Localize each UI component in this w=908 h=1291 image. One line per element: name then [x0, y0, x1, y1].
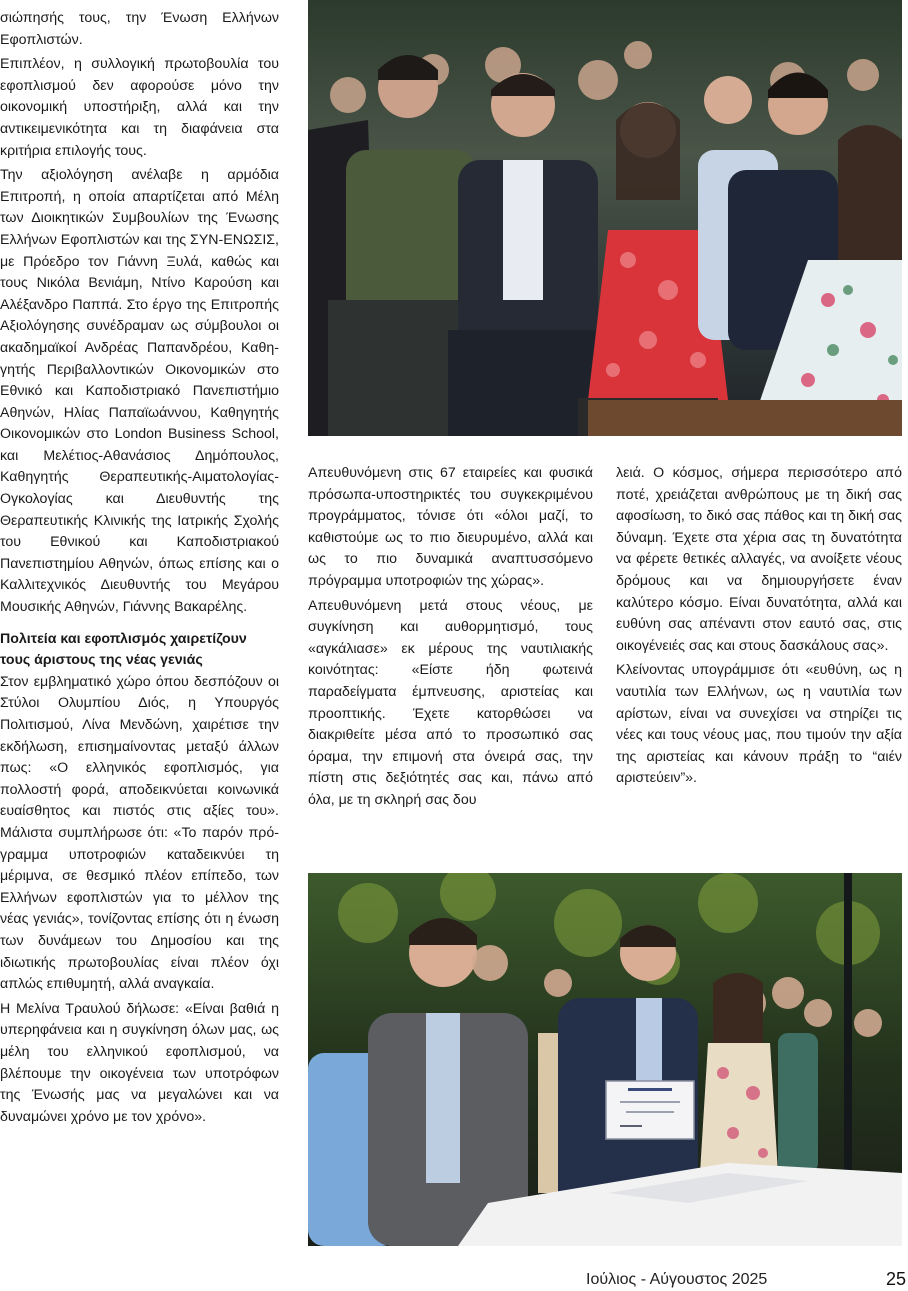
- paragraph: λειά. Ο κόσμος, σήμερα περισσότερο από ποτέ, χρειάζεται ανθρώπους με τη δική σας αφοσίωση, το δικό σας πάθος και τη δική σας δύναμη. Έχετε στα χέρια σας τη δυνατότητα να φέρετε θετικές αλλαγές, να ανοίξετε νέους δρόμους και να δημιουργήσετε έναν καλύτερο κόσμο. Είναι δυνατότητα, αλλά και ευθύνη σας απέναντι στον εαυτό σας, στις οικογένειές σας και στους δασκάλους σας».: [616, 465, 902, 654]
- issue-date: Ιούλιος - Αύγουστος 2025: [586, 1271, 768, 1288]
- paragraph: Απευθυνόμενη μετά στους νέους, με συγκίνηση και αυθορμητισμό, τους «αγκάλιασε» εκ μέρους της ναυτιλιακής κοινότητας: «Είστε ήδη φωτεινά παραδείγματα έμπνευσης, αριστείας και προοπτικής. Έχετε κατορθώσει να διακριθείτε μέσα από το προσωπικό σας όραμα, την επιμονή στα όνειρά σας, την πίστη στις δεξιότητές σας και, πάνω από όλα, με τη σκληρή σας δου: [308, 597, 593, 808]
- paragraph: Κλείνοντας υπογράμμισε ότι «ευθύνη, ως η ναυτιλία των Ελλήνων, ως η ναυτιλία των αρίστων, είναι να συνεχίσει να στηρίζει τις νέες και τους νέους μας, που τιμούν την αξία της αριστείας και κάνουν πράξη το “αιέν αριστεύειν”».: [616, 662, 902, 787]
- paragraph: Την αξιολόγηση ανέλαβε η αρμόδια Επιτροπή, η οποία απαρτίζεται από Μέλη των Διοικητικών Συμβουλίων της Ένωσης Ελλήνων Εφοπλιστών και της ΣΥΝ-ΕΝΩΣΙΣ, με Πρόεδρο τον Γιάννη Ξυλά, καθώς και τους Νικόλα Βενιάμη, Ντίνο Καρούση και Αλέξανδρο Παππά. Στο έργο της Επιτροπής Αξιολόγησης συνέδραμαν ως σύμβουλοι οι ακαδημαϊκοί Ανδρέας Παπανδρέου, Καθηγητής Περιβαλλοντικών Οικονομικών στο Εθνικό και Καποδιστριακό Πανεπιστήμιο Αθηνών, Ηλίας Παπαϊωάννου, Καθηγητής Οικονομικών στο London Business School, και Μελέτιος-Αθανάσιος Δημόπουλος, Καθηγητής Θεραπευτικής-Αιματολογίας-Ογκολογίας και Διευθυντής της Θεραπευτικής Κλινικής της Ιατρικής Σχολής του Εθνικού και Καποδιστριακού Πανεπιστημίου Αθηνών, όπως επίσης και ο Καλλιτεχνικός Διευθυντής του Μεγάρου Μουσικής Αθηνών, Γιάννης Βακαρέλης.: [0, 167, 279, 616]
- photo-scholarship-recipients: [308, 873, 902, 1246]
- paragraph: Η Μελίνα Τραυλού δήλωσε: «Είναι βαθιά η υπερηφάνεια και η συγκίνηση όλων μας, ως μέλη του ελληνικού εφοπλισμού, να βλέπουμε την οικογένεια των υποτρόφων της Ένωσής μας να μεγαλώνει και να δυναμώνει χρόνο με τον χρόνο».: [0, 1000, 279, 1125]
- paragraph: Απευθυνόμενη στις 67 εταιρείες και φυσικά πρόσωπα-υποστηρικτές του συγκεκριμένου προγράμματος, τόνισε ότι «όλοι μαζί, το καθιστούμε ως το πιο διευρυμένο, αλλά και ως το πιο δυναμικά αναπτυσσόμενο πρόγραμμα υποτροφιών της χώρας».: [308, 465, 593, 589]
- article-left-column: [0, 8, 279, 1131]
- paragraph: Επιπλέον, η συλλογική πρωτοβουλία του εφοπλισμού δεν αφορούσε μόνο την οικονομική υποστήριξη, αλλά και την αντικειμενικότητα και τη διαφάνεια στα κριτήρια επιλογής τους.: [0, 56, 279, 159]
- page-number: 25: [886, 1269, 907, 1289]
- photo-audience-seated: [308, 0, 902, 436]
- paragraph: Στον εμβληματικό χώρο όπου δεσπόζουν οι Στύλοι Ολυμπίου Διός, η Υπουργός Πολιτισμού, Λίνα Μενδώνη, χαιρέτισε την εκδήλωση, επισημαίνοντας μεταξύ άλλων πως: «Ο ελληνικός εφοπλισμός, για πολλοστή φορά, αποδεικνύεται κοινωνικά ευαίσθητος και πιστός στις αξίες του». Μάλιστα συμπλήρωσε ότι: «Το παρόν πρόγραμμα υποτροφιών καταδεικνύει τη μέριμνα, σε θεσμικό πλέον επίπεδο, των Ελλήνων εφοπλιστών για το μέλλον της νέας γενιάς», τονίζοντας επίσης ότι η ένωση των δυνάμεων του Δημοσίου και της ιδιωτικής πρωτοβουλίας είναι πλέον όχι απλώς επιθυμητή, αλλά αναγκαία.: [0, 673, 279, 993]
- section-heading: Πολιτεία και εφοπλισμός χαιρετίζουν τους άριστους της νέας γενιάς: [0, 630, 247, 669]
- article-middle-column: [308, 463, 593, 815]
- paragraph: σιώπησής τους, την Ένωση Ελλήνων Εφοπλιστών.: [0, 10, 279, 48]
- article-right-column: [616, 463, 902, 793]
